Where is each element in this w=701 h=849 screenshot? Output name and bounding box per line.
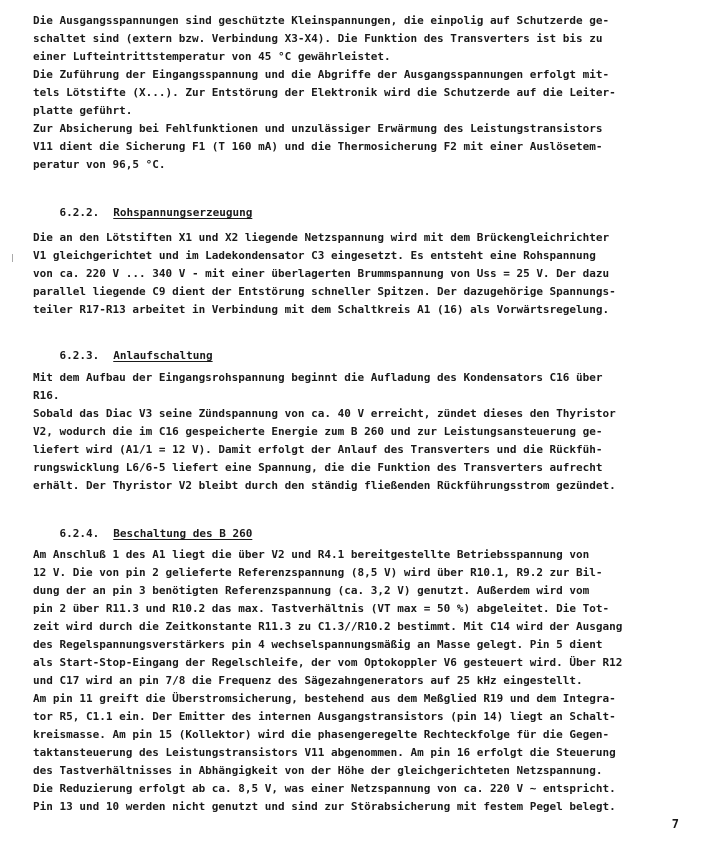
text-line: als Start-Stop-Eingang der Regelschleife, der vom Optokoppler V6 gesteuert wird. Über R12 <box>33 656 623 669</box>
text-line: teiler R17-R13 arbeitet in Verbindung mit dem Schaltkreis A1 (16) als Vorwärtsregelung. <box>33 303 610 316</box>
margin-mark <box>12 254 13 262</box>
text-line: taktansteuerung des Leistungstransistors V11 abgenommen. Am pin 16 erfolgt die Steuerung <box>33 746 616 759</box>
text-line: pin 2 über R11.3 und R10.2 das max. Tastverhältnis (VT max = 50 %) abgeleitet. Die Tot- <box>33 602 610 615</box>
text-line: tels Lötstifte (X...). Zur Entstörung der Elektronik wird die Schutzerde auf die Leiter- <box>33 86 616 99</box>
text-line: und C17 wird an pin 7/8 die Frequenz des Sägezahngenerators auf 25 kHz eingestellt. <box>33 674 583 687</box>
text-line: Die Reduzierung erfolgt ab ca. 8,5 V, was einer Netzspannung von ca. 220 V ~ entspricht. <box>33 782 616 795</box>
text-line: peratur von 96,5 °C. <box>33 158 166 171</box>
text-line: einer Lufteintrittstemperatur von 45 °C gewährleistet. <box>33 50 391 63</box>
text-line: 12 V. Die von pin 2 gelieferte Referenzspannung (8,5 V) wird über R10.1, R9.2 zur Bil- <box>33 566 603 579</box>
section-number: 6.2.3. <box>59 349 100 362</box>
text-line: Mit dem Aufbau der Eingangsrohspannung beginnt die Aufladung des Kondensators C16 über <box>33 371 603 384</box>
text-line: Die an den Lötstiften X1 und X2 liegende Netzspannung wird mit dem Brückengleichrichter <box>33 231 610 244</box>
section-title: Rohspannungserzeugung <box>113 206 253 219</box>
section-title: Anlaufschaltung <box>113 349 213 362</box>
text-line: Zur Absicherung bei Fehlfunktionen und unzulässiger Erwärmung des Leistungstransistors <box>33 122 603 135</box>
page-number: 7 <box>671 817 679 831</box>
text-line: V11 dient die Sicherung F1 (T 160 mA) und die Thermosicherung F2 mit einer Auslösetem- <box>33 140 603 153</box>
text-line: Pin 13 und 10 werden nicht genutzt und sind zur Störabsicherung mit festem Pegel belegt. <box>33 800 616 813</box>
section-heading-6-2-2 <box>33 193 252 232</box>
text-line: schaltet sind (extern bzw. Verbindung X3-X4). Die Funktion des Transverters ist bis zu <box>33 32 603 45</box>
text-line: platte geführt. <box>33 104 133 117</box>
text-line: V1 gleichgerichtet und im Ladekondensator C3 eingesetzt. Es entsteht eine Rohspannung <box>33 249 596 262</box>
section-number: 6.2.4. <box>59 527 100 540</box>
text-line: tor R5, C1.1 ein. Der Emitter des internen Ausgangstransistors (pin 14) liegt an Schalt- <box>33 710 616 723</box>
text-line: V2, wodurch die im C16 gespeicherte Energie zum B 260 und zur Leistungsansteuerung ge- <box>33 425 603 438</box>
text-line: liefert wird (A1/1 = 12 V). Damit erfolgt der Anlauf des Transverters und die Rückfüh- <box>33 443 603 456</box>
text-line: dung der an pin 3 benötigten Referenzspannung (ca. 3,2 V) genutzt. Außerdem wird vom <box>33 584 590 597</box>
text-line: Sobald das Diac V3 seine Zündspannung von ca. 40 V erreicht, zündet dieses den Thyristor <box>33 407 616 420</box>
text-line: R16. <box>33 389 60 402</box>
text-line: rungswicklung L6/6-5 liefert eine Spannung, die die Funktion des Transverters aufrecht <box>33 461 603 474</box>
text-line: des Regelspannungsverstärkers pin 4 wechselspannungsmäßig an Masse gelegt. Pin 5 dient <box>33 638 603 651</box>
text-line: Die Zuführung der Eingangsspannung und die Abgriffe der Ausgangsspannungen erfolgt mit- <box>33 68 610 81</box>
text-line: zeit wird durch die Zeitkonstante R11.3 zu C1.3//R10.2 bestimmt. Mit C14 wird der Ausgang <box>33 620 623 633</box>
text-line: parallel liegende C9 dient der Entstörung schneller Spitzen. Der dazugehörige Spannungs- <box>33 285 616 298</box>
section-number: 6.2.2. <box>59 206 100 219</box>
text-line: kreismasse. Am pin 15 (Kollektor) wird die phasengeregelte Rechteckfolge für die Gegen- <box>33 728 610 741</box>
section-title: Beschaltung des B 260 <box>113 527 253 540</box>
text-line: Am pin 11 greift die Überstromsicherung, bestehend aus dem Meßglied R19 und dem Integra- <box>33 692 616 705</box>
text-line: Am Anschluß 1 des A1 liegt die über V2 und R4.1 bereitgestellte Betriebsspannung von <box>33 548 590 561</box>
text-line: des Tastverhältnisses in Abhängigkeit von der Höhe der gleichgerichteten Netzspannung. <box>33 764 603 777</box>
text-line: erhält. Der Thyristor V2 bleibt durch den ständig fließenden Rückführungsstrom gezündet. <box>33 479 616 492</box>
text-line: Die Ausgangsspannungen sind geschützte Kleinspannungen, die einpolig auf Schutzerde ge- <box>33 14 610 27</box>
text-line: von ca. 220 V ... 340 V - mit einer überlagerten Brummspannung von Uss = 25 V. Der dazu <box>33 267 610 280</box>
